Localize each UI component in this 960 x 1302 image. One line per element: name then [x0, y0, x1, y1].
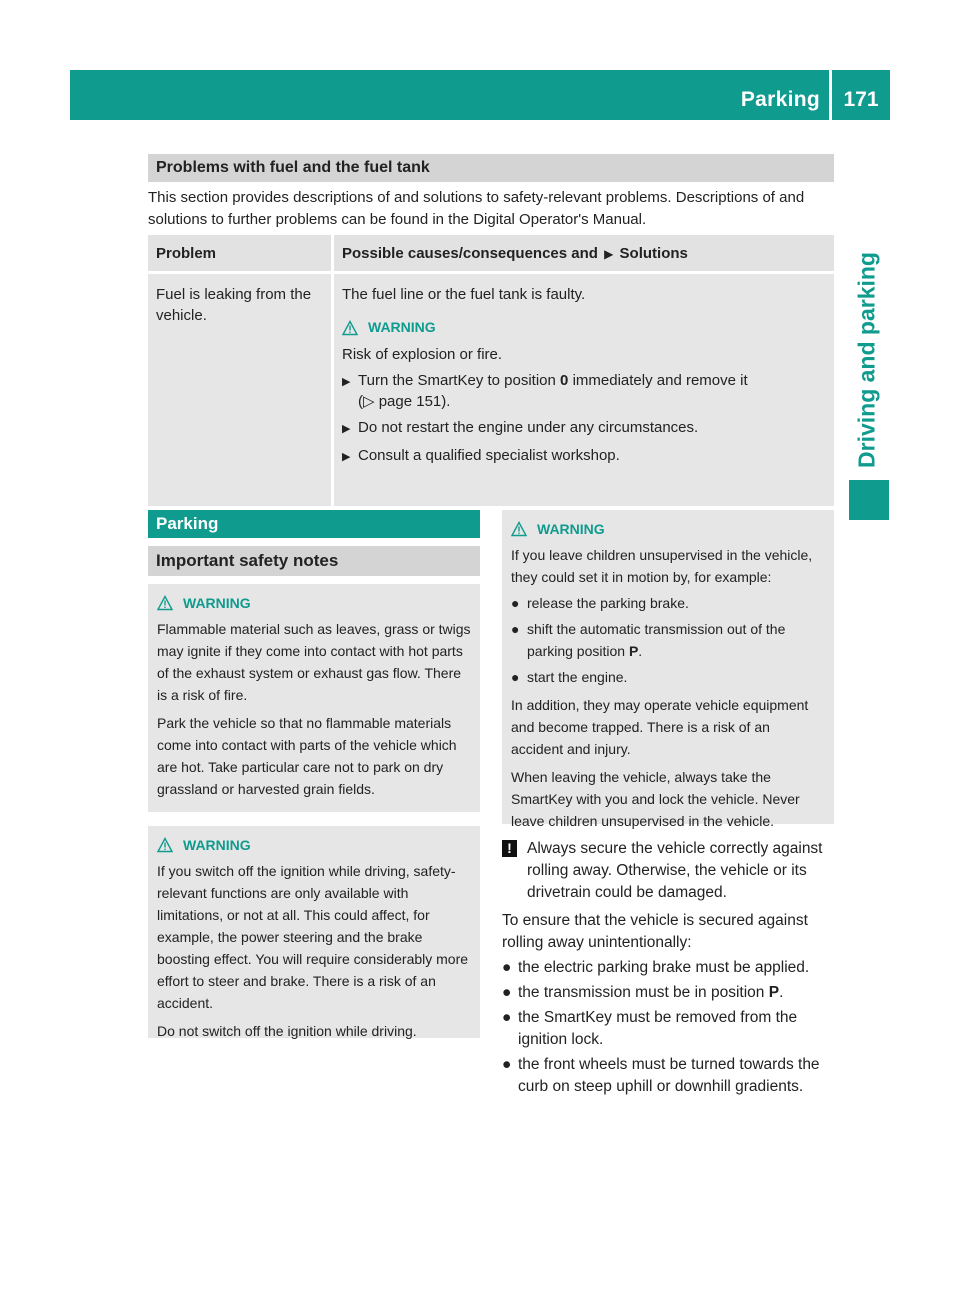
warning-triangle-icon: [342, 320, 358, 336]
list-item: [511, 618, 825, 662]
warning-title: [157, 592, 471, 614]
warning-label: WARNING: [183, 595, 251, 611]
list-item-text: the SmartKey must be removed from the ignition lock.: [518, 1009, 798, 1048]
bullet-icon: ●: [502, 984, 512, 1001]
exclamation-icon: !: [502, 840, 517, 857]
list-item-text-part: the transmission must be in position: [518, 984, 765, 1001]
warning-label: WARNING: [537, 521, 605, 537]
warning-triangle-icon: [157, 837, 173, 853]
step-position: 0: [560, 372, 569, 389]
table-row: [148, 271, 834, 506]
step-text: Consult a qualified specialist workshop.: [358, 447, 620, 464]
page-reference-link[interactable]: (▷ page 151).: [358, 393, 451, 410]
step-text: Turn the SmartKey to position: [358, 372, 556, 389]
section-intro: This section provides descriptions of and solutions to safety-relevant problems. Descriptions of and solutions to further problems can be found in the Digital Operator's Manual.: [148, 189, 805, 228]
list-item-text: the electric parking brake must be applied.: [518, 959, 810, 976]
warning-text: Risk of explosion or fire.: [342, 346, 503, 363]
page-number: 171: [843, 88, 879, 111]
column-header-causes-text: Possible causes/consequences and: [342, 245, 598, 262]
bullet-icon: ●: [502, 959, 512, 976]
step-item: [342, 445, 826, 468]
bullet-icon: ●: [502, 1056, 512, 1073]
right-column: [502, 510, 834, 1098]
action-arrow-icon: ▶: [342, 451, 351, 463]
column-header-solutions: [334, 235, 834, 271]
warning-label: WARNING: [183, 837, 251, 853]
column-header-problem: Problem: [148, 235, 334, 271]
action-arrow-icon: ▶: [342, 376, 351, 388]
ensure-intro: To ensure that the vehicle is secured against rolling away unintentionally:: [502, 912, 808, 951]
warning-label: WARNING: [368, 319, 436, 335]
list-item-text: the transmission must be in position P.: [518, 984, 784, 1001]
step-item: [342, 370, 826, 412]
solution-cell: [334, 274, 834, 506]
column-header-solutions-text: Solutions: [619, 245, 688, 262]
warning-box-children: [502, 510, 834, 829]
warning-paragraph: If you leave children unsupervised in the vehicle, they could set it in motion by, for example:: [511, 547, 813, 585]
position-label: P: [768, 984, 780, 1001]
warning-title: [157, 834, 471, 856]
warning-paragraph: In addition, they may operate vehicle equipment and become trapped. There is a risk of an accident and injury.: [511, 697, 809, 757]
list-item-text-part: shift the automatic transmission out of the parking position: [527, 621, 786, 659]
requirements-list: [502, 957, 834, 1098]
warning-paragraph: Park the vehicle so that no flammable materials come into contact with parts of the vehicle which are hot. Take particular care not to park on dry grassland or harvested grain fields.: [157, 715, 457, 797]
step-text: Do not restart the engine under any circumstances.: [358, 419, 699, 436]
bullet-icon: ●: [511, 595, 520, 611]
position-label: P: [628, 643, 639, 659]
warning-paragraph: Flammable material such as leaves, grass or twigs may ignite if they come into contact with hot parts of the exhaust system or exhaust gas flow. There is a risk of fire.: [157, 621, 471, 703]
list-item-text: start the engine.: [527, 669, 628, 685]
problem-cell: Fuel is leaking from the vehicle.: [148, 274, 334, 506]
list-item-text: shift the automatic transmission out of the parking position P.: [527, 621, 786, 659]
bullet-icon: ●: [502, 1009, 512, 1026]
list-item-text: the front wheels must be turned towards the curb on steep uphill or downhill gradients.: [518, 1056, 820, 1095]
bullet-icon: ●: [511, 669, 520, 685]
warning-paragraph: If you switch off the ignition while driving, safety-relevant functions are only available with limitations, or not at all. This could affect, for example, the power steering and the brake boosting effect. You will require considerably more effort to steer and brake. There is a risk of an accident.: [157, 863, 469, 1011]
warning-title: [511, 518, 825, 540]
warning-paragraph: When leaving the vehicle, always take the SmartKey with you and lock the vehicle. Never leave children unsupervised in the vehicle.: [511, 769, 800, 829]
warning-box-ignition: [148, 826, 480, 1038]
cause-text: The fuel line or the fuel tank is faulty.: [342, 286, 586, 303]
fuel-section: [148, 154, 834, 182]
list-item: [502, 1054, 834, 1098]
bullet-icon: ●: [511, 621, 520, 637]
side-tab-marker: [849, 480, 889, 520]
warning-triangle-icon: [511, 521, 527, 537]
safety-notes-heading: Important safety notes: [148, 546, 480, 576]
list-item: [502, 1007, 834, 1051]
table-header-row: [148, 235, 834, 271]
note-text: Always secure the vehicle correctly against rolling away. Otherwise, the vehicle or its drivetrain could be damaged.: [527, 840, 823, 901]
step-item: [342, 417, 826, 440]
solution-arrow-icon: ▶: [604, 247, 614, 261]
damage-note: [502, 838, 834, 904]
list-item: [502, 982, 834, 1004]
header-section-title: Parking: [740, 88, 820, 111]
list-item: [511, 592, 825, 614]
warning-box-fire: [148, 584, 480, 812]
warning-paragraph: Do not switch off the ignition while driving.: [157, 1023, 417, 1039]
action-arrow-icon: ▶: [342, 423, 351, 435]
problems-table: [148, 235, 834, 506]
parking-heading: Parking: [148, 510, 480, 538]
section-heading: Problems with fuel and the fuel tank: [148, 154, 834, 182]
list-item-text: release the parking brake.: [527, 595, 689, 611]
side-tab: [851, 240, 883, 480]
side-tab-label: Driving and parking: [853, 252, 880, 468]
left-column: [148, 510, 480, 1038]
warning-triangle-icon: [157, 595, 173, 611]
warning-title: [342, 317, 826, 338]
step-text-cont: immediately and remove it: [572, 372, 748, 389]
list-item: [511, 666, 825, 688]
list-item: [502, 957, 834, 979]
